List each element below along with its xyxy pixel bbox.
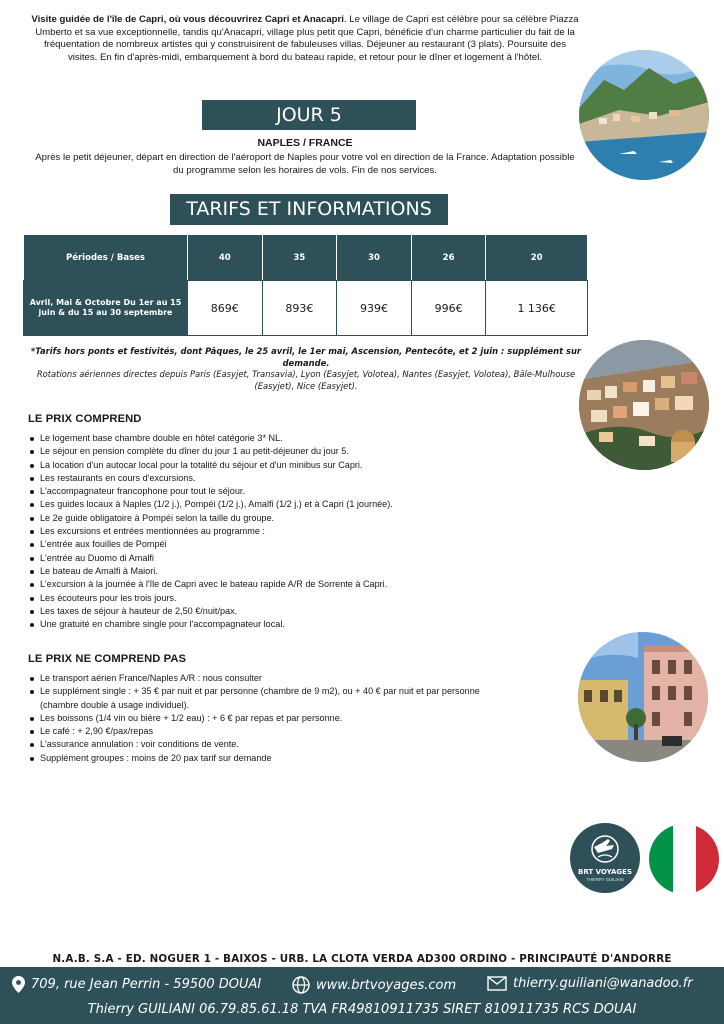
list-item: Le 2e guide obligatoire à Pompéi selon la taille du groupe. [28,512,518,525]
price-cell: 939€ [337,281,412,336]
list-item: L'entrée au Duomo di Amalfi [28,552,518,565]
header-periods: Périodes / Bases [24,235,188,281]
footer-website-link[interactable]: www.brtvoyages.com [316,977,457,993]
footer-bar [0,967,724,1024]
list-item: Les écouteurs pour les trois jours. [28,592,518,605]
list-item: Une gratuité en chambre single pour l'accompagnateur local. [28,618,518,631]
tarifs-banner: TARIFS ET INFORMATIONS [170,194,448,225]
intro-text: . Le village de Capri est célèbre pour sa célèbre Piazza Umberto et sa vue exceptionnelle, tandis qu'Anacapri, village plus petit que Capri, bénéficie d'un charme particulier du fait de la fréquentation de nombreux artistes qui y construisirent de fabuleuses villas. Déjeuner au restaurant (3 plats). Poursuite des visites. En fin d'après-midi, embarquement à bord du bateau rapide, et retour pour le dîner et logement à l'hôtel. [35,14,579,63]
logo-name: BRT VOYAGES [577,868,632,876]
list-item: L'entrée aux fouilles de Pompéi [28,538,518,551]
day5-banner: JOUR 5 [202,100,416,130]
list-item: Les boissons (1/4 vin ou bière + 1/2 eau) : + 6 € par repas et par personne. [28,712,518,725]
footer-email[interactable] [487,976,693,991]
town-square-photo [578,632,708,762]
footer-website[interactable] [292,976,456,994]
excluded-list [28,672,518,765]
brt-voyages-logo [570,823,640,893]
logo-subtitle: THIERRY GUILIANI [586,877,624,882]
list-item: Le transport aérien France/Naples A/R : nous consulter [28,672,518,685]
day5-text: Après le petit déjeuner, départ en direction de l'aéroport de Naples pour votre vol en direction de la France. Adaptation possible du programme selon les horaires de vols. Fin de nos services. [35,152,575,176]
list-item: Le café : + 2,90 €/pax/repas [28,725,518,738]
price-cell: 996€ [411,281,486,336]
list-item: Les guides locaux à Naples (1/2 j.), Pompéi (1/2 j.), Amalfi (1/2 j.) et à Capri (1 journée). [28,498,518,511]
included-title: LE PRIX COMPREND [28,413,142,425]
excluded-title: LE PRIX NE COMPREND PAS [28,653,187,665]
company-address: N.A.B. S.A - ED. NOGUER 1 - BAIXOS - URB. LA CLOTA VERDA AD300 ORDINO - PRINCIPAUTÉ D'ANDORRE [52,953,672,965]
list-item: Les excursions et entrées mentionnées au programme : [28,525,518,538]
price-cell: 869€ [188,281,263,336]
list-item: L'excursion à la journée à l'île de Capri avec le bateau rapide A/R de Sorrente à Capri. [28,578,518,591]
header-base-20: 20 [486,235,588,281]
list-item: L'accompagnateur francophone pour tout le séjour. [28,485,518,498]
globe-icon [292,976,310,994]
price-table-header [24,235,588,281]
footer-street [12,976,261,993]
price-table-row [24,281,588,336]
location-pin-icon [12,976,25,993]
header-base-40: 40 [188,235,263,281]
list-item: L'assurance annulation : voir conditions de vente. [28,738,518,751]
day5-title: NAPLES / FRANCE [257,137,353,149]
footer-legal: Thierry GUILIANI 06.79.85.61.18 TVA FR49810911735 SIRET 810911735 RCS DOUAI [87,1002,637,1017]
footer-email-link[interactable]: thierry.guiliani@wanadoo.fr [513,976,693,991]
positano-photo [579,340,709,470]
header-base-30: 30 [337,235,412,281]
price-table [23,234,588,336]
list-item: Les restaurants en cours d'excursions. [28,472,518,485]
list-item: Les taxes de séjour à hauteur de 2,50 €/nuit/pax. [28,605,518,618]
intro-paragraph [30,14,580,64]
amalfi-coast-photo [579,50,709,180]
included-list [28,432,518,631]
price-note-bold: *Tarifs hors ponts et festivités, dont Pâques, le 25 avril, le 1er mai, Ascension, Pentecôte, et 2 juin : supplément sur demande. [30,346,582,368]
list-item: La location d'un autocar local pour la totalité du séjour et d'un minibus sur Capri. [28,459,518,472]
price-note-flights: Rotations aériennes directes depuis Paris (Easyjet, Transavia), Lyon (Easyjet, Volotea), Nantes (Easyjet, Volotea), Bâle-Mulhouse (Easyjet), Nice (Easyjet). [36,369,576,391]
list-item: Le séjour en pension complète du dîner du jour 1 au petit-déjeuner du jour 5. [28,445,518,458]
price-cell: 1 136€ [486,281,588,336]
list-item: Le supplément single : + 35 € par nuit et par personne (chambre de 9 m2), ou + 40 € par nuit et par personne (chambre double à usage individuel). [28,685,518,712]
intro-bold: Visite guidée de l'île de Capri, où vous découvrirez Capri et Anacapri [31,14,344,25]
price-cell: 893€ [262,281,337,336]
header-base-35: 35 [262,235,337,281]
header-base-26: 26 [411,235,486,281]
price-note [28,346,584,392]
list-item: Le bateau de Amalfi à Maiori. [28,565,518,578]
period-cell: Avril, Mai & Octobre Du 1er au 15 juin & du 15 au 30 septembre [24,281,188,336]
list-item: Le logement base chambre double en hôtel catégorie 3* NL. [28,432,518,445]
footer-street-text: 709, rue Jean Perrin - 59500 DOUAI [31,977,262,992]
italian-flag-icon [649,824,719,894]
envelope-icon [487,976,507,991]
list-item: Supplément groupes : moins de 20 pax tarif sur demande [28,752,518,765]
